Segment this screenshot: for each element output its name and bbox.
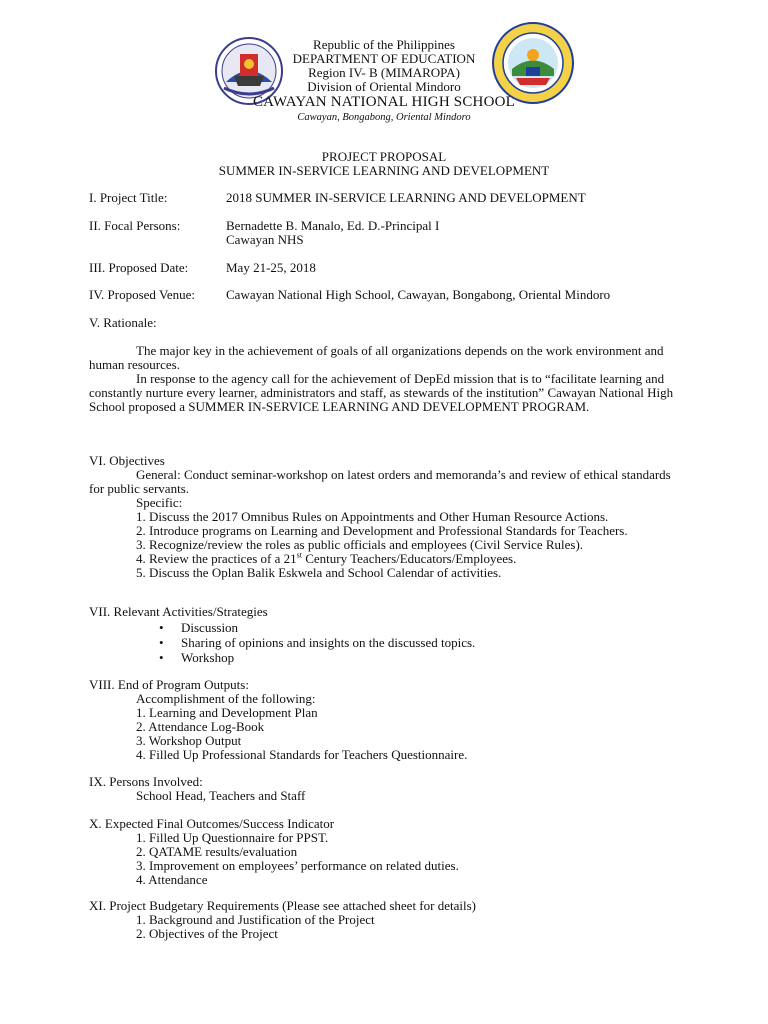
outcome-item: 4. Attendance (136, 872, 208, 887)
title-line-1: PROJECT PROPOSAL (321, 149, 447, 164)
objective-item-4-end: Century Teachers/Educators/Employees. (301, 551, 517, 566)
outputs-intro: Accomplishment of the following: (136, 691, 316, 706)
rationale-body (89, 344, 679, 414)
proposed-date-label: III. Proposed Date: (89, 260, 189, 275)
activities-heading: VII. Relevant Activities/Strategies (89, 604, 268, 619)
objective-item: 2. Introduce programs on Learning and Development and Professional Standards for Teachers. (136, 523, 628, 538)
persons-heading: IX. Persons Involved: (89, 774, 203, 789)
proposed-venue-value: Cawayan National High School, Cawayan, Bongabong, Oriental Mindoro (226, 287, 611, 302)
output-item: 2. Attendance Log-Book (136, 719, 265, 734)
focal-persons-value: Bernadette B. Manalo, Ed. D.-Principal I (226, 218, 440, 233)
output-item: 3. Workshop Output (136, 733, 242, 748)
objectives-heading: VI. Objectives (89, 453, 165, 468)
outcome-item: 2. QATAME results/evaluation (136, 844, 298, 859)
project-title-value: 2018 SUMMER IN-SERVICE LEARNING AND DEVELOPMENT (226, 190, 586, 205)
objectives-specific-list (136, 496, 628, 580)
focal-persons-school: Cawayan NHS (226, 232, 304, 247)
rationale-paragraph-2: In response to the agency call for the achievement of DepEd mission that is to “facilitate learning and constantly nurture every learner, administrators and staff, as stewards of the institution” Cawayan National High School proposed a SUMMER IN-SERVICE LEARNING AND DEVELOPMENT PROGRAM. (89, 371, 674, 414)
budget-item: 1. Background and Justification of the Project (136, 912, 375, 927)
outcome-item: 3. Improvement on employees’ performance on related duties. (136, 858, 459, 873)
persons-value: School Head, Teachers and Staff (136, 788, 306, 803)
division-line: Division of Oriental Mindoro (307, 79, 461, 94)
title-line-2: SUMMER IN-SERVICE LEARNING AND DEVELOPMENT (218, 163, 550, 178)
region-line: Region IV- B (MIMAROPA) (308, 65, 460, 80)
budget-item: 2. Objectives of the Project (136, 926, 278, 941)
outcome-item: 1. Filled Up Questionnaire for PPST. (136, 830, 329, 845)
objective-item: 3. Recognize/review the roles as public officials and employees (Civil Service Rules). (136, 537, 584, 552)
objectives-specific-label: Specific: (136, 495, 183, 510)
school-name: CAWAYAN NATIONAL HIGH SCHOOL (252, 94, 516, 110)
activity-item: • Discussion (159, 620, 475, 635)
objective-item: 5. Discuss the Oplan Balik Eskwela and School Calendar of activities. (136, 565, 502, 580)
proposed-date-value: May 21-25, 2018 (226, 260, 316, 275)
rationale-heading: V. Rationale: (89, 315, 157, 330)
proposed-venue-label: IV. Proposed Venue: (89, 287, 196, 302)
department-line: DEPARTMENT OF EDUCATION (292, 51, 476, 66)
outcomes-heading: X. Expected Final Outcomes/Success Indicator (89, 816, 335, 831)
activity-item: • Sharing of opinions and insights on the discussed topics. (159, 635, 475, 650)
outputs-list (136, 692, 467, 762)
activity-item: • Workshop (159, 650, 475, 665)
objective-item-4-superscript: st (296, 550, 302, 560)
republic-line: Republic of the Philippines (313, 37, 455, 52)
objectives-section (89, 454, 679, 496)
output-item: 4. Filled Up Professional Standards for Teachers Questionnaire. (136, 747, 468, 762)
objective-item-4-start: 4. Review the practices of a 21 (136, 551, 297, 566)
objective-item: 1. Discuss the 2017 Omnibus Rules on Appointments and Other Human Resource Actions. (136, 509, 609, 524)
document-title (0, 150, 768, 178)
objectives-general: General: Conduct seminar-workshop on latest orders and memoranda’s and review of ethical standards for public servants. (89, 467, 671, 496)
rationale-paragraph-1: The major key in the achievement of goals of all organizations depends on the work environment and human resources. (89, 343, 664, 372)
outputs-heading: VIII. End of Program Outputs: (89, 677, 249, 692)
budget-list (136, 913, 375, 941)
objective-item-4 (136, 552, 628, 566)
output-item: 1. Learning and Development Plan (136, 705, 318, 720)
focal-persons-label: II. Focal Persons: (89, 218, 181, 233)
project-title-label: I. Project Title: (89, 190, 168, 205)
school-address: Cawayan, Bongabong, Oriental Mindoro (297, 112, 471, 123)
outcomes-list (136, 831, 459, 887)
budget-heading: XI. Project Budgetary Requirements (Please see attached sheet for details) (89, 898, 476, 913)
activities-list (159, 620, 475, 665)
letterhead (0, 38, 768, 125)
